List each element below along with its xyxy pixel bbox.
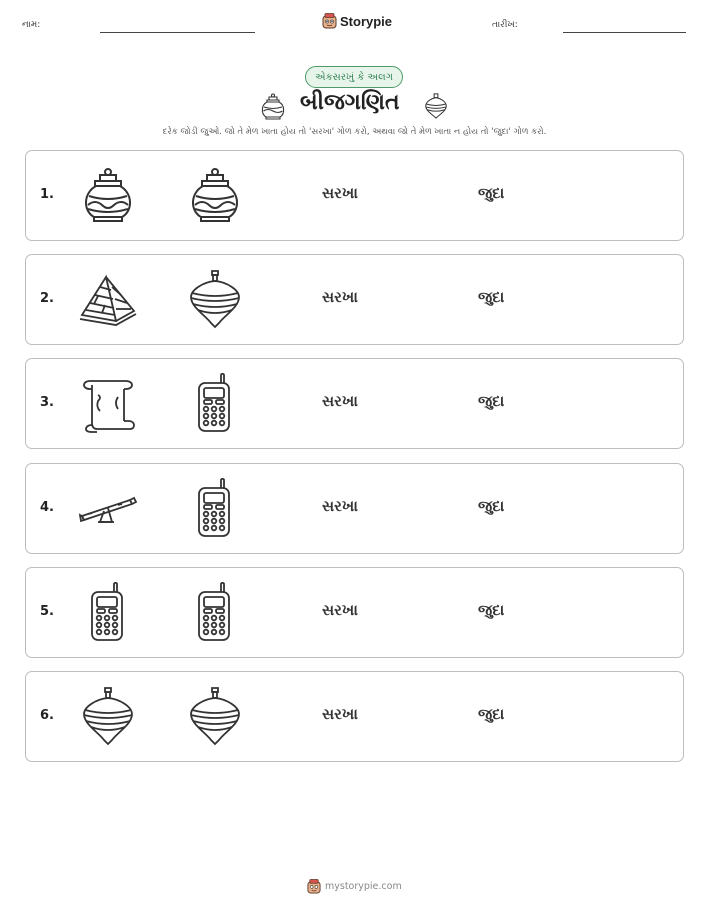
name-line[interactable] (100, 32, 255, 33)
mobile-phone-icon (78, 582, 138, 642)
pair-row (25, 254, 684, 345)
pot-icon (185, 165, 245, 225)
footer-url[interactable]: mystorypie.com (325, 881, 402, 892)
same-option[interactable]: સરખા (322, 705, 358, 723)
pair-row (25, 567, 684, 658)
mobile-phone-icon (185, 373, 245, 433)
brand-logo (322, 13, 392, 29)
pair-number: 2. (40, 291, 54, 307)
storypie-mascot-icon (307, 879, 321, 894)
right-picture (185, 582, 245, 642)
right-picture (185, 165, 245, 225)
pair-number: 1. (40, 187, 54, 202)
spinning-top-icon (422, 90, 450, 122)
page-title: બીજગણિત (300, 90, 400, 115)
spinning-top-icon (185, 269, 245, 329)
date-line[interactable] (563, 32, 686, 33)
instructions: દરેક જોડી જુઓ. જો તે મેળ ખાતા હોય તો 'સરખા' ગોળ કરો, અથવા જો તે મેળ ખાતા ન હોય તો 'જુદા' ગોળ કરો. (162, 127, 547, 137)
right-picture (185, 478, 245, 538)
left-picture (78, 373, 138, 433)
different-option[interactable]: જુદા (478, 392, 505, 411)
mobile-phone-icon (185, 478, 245, 538)
pot-icon (258, 90, 288, 122)
same-option[interactable]: સરખા (322, 600, 358, 619)
pair-row (25, 463, 684, 554)
same-option[interactable]: સરખા (322, 288, 358, 307)
pair-number: 4. (40, 499, 54, 515)
brand-name: Storypie (340, 13, 393, 29)
name-label: નામ: (22, 20, 41, 30)
title-row (0, 88, 709, 122)
spinning-top-icon (185, 686, 245, 746)
seesaw-icon (78, 478, 138, 538)
footer (307, 879, 402, 894)
pair-number: 3. (40, 395, 54, 411)
scroll-icon (78, 373, 138, 433)
mobile-phone-icon (185, 582, 245, 642)
right-picture (185, 269, 245, 329)
left-picture (78, 582, 138, 642)
pair-number: 5. (40, 603, 54, 619)
different-option[interactable]: જુદા (478, 705, 505, 723)
same-option[interactable]: સરખા (322, 392, 358, 411)
date-label: તારીખ: (492, 20, 518, 30)
different-option[interactable]: જુદા (478, 496, 505, 515)
pair-number: 6. (40, 708, 54, 723)
spinning-top-icon (78, 686, 138, 746)
storypie-mascot-icon (322, 13, 337, 29)
pair-row (25, 150, 684, 241)
left-picture (78, 686, 138, 746)
right-picture (185, 373, 245, 433)
different-option[interactable]: જુદા (478, 288, 505, 307)
pair-row (25, 671, 684, 762)
left-picture (78, 269, 138, 329)
pyramid-icon (78, 269, 138, 329)
same-option[interactable]: સરખા (322, 496, 358, 515)
worksheet-type-badge: એકસરખું કે અલગ (305, 66, 403, 88)
right-picture (185, 686, 245, 746)
left-picture (78, 165, 138, 225)
different-option[interactable]: જુદા (478, 184, 505, 202)
different-option[interactable]: જુદા (478, 600, 505, 619)
pair-row (25, 358, 684, 449)
pot-icon (78, 165, 138, 225)
same-option[interactable]: સરખા (322, 184, 358, 202)
left-picture (78, 478, 138, 538)
